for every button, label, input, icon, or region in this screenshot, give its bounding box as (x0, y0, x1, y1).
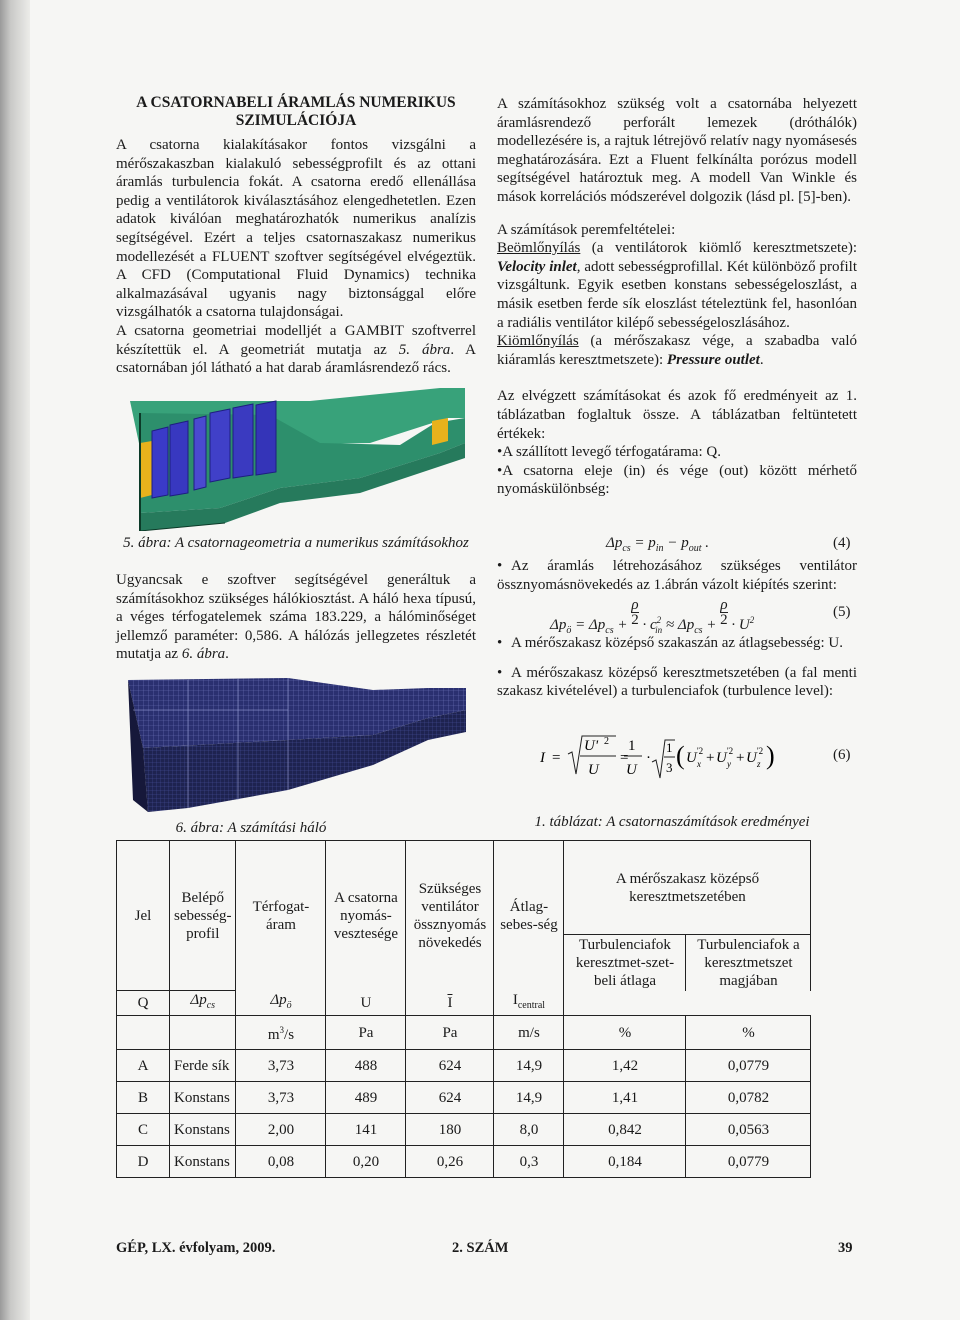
svg-text:U: U (686, 750, 697, 766)
header-jel: Jel (117, 841, 170, 991)
text: A mérőszakasz középső keresztmetszetében (a fal menti szakasz kivételével) a turbulenciafok (turbulence level): (497, 664, 857, 700)
text: Δp (270, 991, 287, 1008)
figure-6-caption: 6. ábra: A számítási háló (175, 820, 327, 836)
inlet-label: Beömlőnyílás (497, 240, 581, 257)
svg-text:U': U' (584, 738, 599, 754)
table-cell: 0,0782 (686, 1082, 811, 1114)
svg-text:U: U (746, 750, 757, 766)
text: A csatorna geometriai modelljét a GAMBIT szoftverrel készítettük el. A geometriát mutatja az (116, 322, 476, 358)
svg-text:): ) (766, 741, 775, 770)
table-cell: 1,42 (564, 1050, 686, 1082)
paragraph-porous: A számításokhoz szükség volt a csatornába helyezett áramlásrendező perforált lemezek (dróthálók) modellezésére is, a rajtuk létrejövő relatív nagy nyomásesés meghatározására. Ezt a Fluent felkínálta porózus modell segítségével határoztuk meg. A modell Van Winkle és mások korrelációs módszerével dolgozik (lásd pl. [5]-ben). (497, 96, 857, 205)
symbol-q: Q (117, 991, 170, 1016)
svg-text:U: U (588, 762, 599, 778)
svg-text:'2: '2 (727, 746, 734, 756)
table-1-caption: 1. táblázat: A csatornaszámítások eredményei (534, 814, 810, 830)
table-cell: Konstans (170, 1082, 236, 1114)
text: (a mérőszakasz vége, a szabadba való kiáramlás keresztmetszete): (497, 333, 857, 368)
text: . (759, 351, 764, 368)
equation-6 (538, 732, 808, 782)
bullet-icon: • (497, 635, 503, 651)
flow-screen-4 (233, 404, 253, 478)
paragraph-intro: A csatorna kialakításakor fontos vizsgálni a mérőszakaszban kialakuló sebességprofilt és az ottani áramlás turbulencia fokát. A csatorna eredő ellenállása pedig a ventilátorok kiválasztásához elengedhetetlen. Ezen adatok kiválóan meghatározhatók numerikus analízis segítségével. Ezért a teljes csatornaszakasz numerikus modellezését a FLUENT szoftver segítségével elvégeztük. A CFD (Computational Fluid Dynamics) technika alkalmazásával ugyanis nagy biztonsággal előre vizsgálhatók a csatorna tulajdonságai. (116, 137, 476, 321)
header-pressure-loss: A csatorna nyomás-vesztesége (326, 841, 406, 991)
bullet-icon: • (497, 558, 503, 574)
table-cell: 0,08 (236, 1146, 326, 1178)
bullets-4-5-block (497, 634, 857, 701)
flow-screen-2 (170, 421, 188, 496)
text: I (512, 991, 518, 1008)
paragraph-outlet (497, 332, 857, 369)
svg-text:U: U (626, 762, 637, 778)
symbol-dpcs (170, 991, 236, 1016)
header-flow-rate: Térfogat-áram (236, 841, 326, 991)
flow-screen-6 (194, 416, 206, 490)
footer-journal: GÉP, LX. évfolyam, 2009. (116, 1240, 276, 1256)
paragraph-mesh (116, 571, 476, 664)
table-row (117, 1050, 811, 1082)
svg-text:+: + (736, 750, 745, 766)
table-cell: 141 (326, 1114, 406, 1146)
outlet-label: Kiömlőnyílás (497, 333, 579, 350)
text: /s (284, 1027, 295, 1043)
figure-6-mesh (128, 670, 466, 812)
table-body (117, 1050, 811, 1178)
text: 3 (279, 1025, 285, 1035)
table-cell: 0,184 (564, 1146, 686, 1178)
svg-text:'2: '2 (697, 746, 704, 756)
table-cell: 0,0779 (686, 1146, 811, 1178)
text: A mérőszakasz középső szakaszán az átlagsebesség: U. (511, 635, 843, 651)
table-cell: Konstans (170, 1114, 236, 1146)
text: A szállított levegő térfogatárama: Q. (502, 444, 721, 461)
text: Az áramlás létrehozásához szükséges ventilátor össznyomásnövekedés az 1.ábrán vázolt kiépítés szerint: (497, 558, 857, 593)
svg-text:+: + (706, 750, 715, 766)
svg-text:I: I (540, 750, 545, 766)
text: . (225, 646, 229, 663)
table-cell: 0,842 (564, 1114, 686, 1146)
svg-text:=: = (620, 750, 629, 766)
bullet-3 (497, 557, 857, 594)
equation-5-number: (5) (833, 604, 851, 620)
bullet-1 (497, 443, 857, 462)
table-cell: 3,73 (236, 1082, 326, 1114)
outlet-type: Pressure outlet (666, 351, 760, 368)
table-cell: Ferde sík (170, 1050, 236, 1082)
bullet-5 (497, 664, 857, 701)
svg-text:3: 3 (666, 760, 673, 775)
paragraph-results: Az elvégzett számításokat és azok fő eredményeit az 1. táblázatban foglaltuk össze. A táblázatban feltüntetett értékek: (497, 388, 857, 442)
table-cell: 14,9 (494, 1082, 564, 1114)
unit-pa: Pa (326, 1016, 406, 1050)
left-column (116, 94, 476, 378)
unit-percent: % (564, 1016, 686, 1050)
table-cell: 624 (406, 1082, 494, 1114)
symbol-icentral (494, 991, 564, 1016)
table-cell: 1,41 (564, 1082, 686, 1114)
table-cell: 14,9 (494, 1050, 564, 1082)
text: central (517, 999, 546, 1011)
svg-text:=: = (552, 750, 561, 766)
equation-6-number: (6) (833, 747, 851, 763)
unit-q (236, 1016, 326, 1050)
bullet-icon: • (497, 444, 503, 461)
unit-empty (170, 1016, 236, 1050)
table-cell: B (117, 1082, 170, 1114)
page-number: 39 (838, 1240, 853, 1256)
table-cell: 624 (406, 1050, 494, 1082)
svg-text:U: U (716, 750, 727, 766)
text: A csatorna eleje (in) és vége (out) között mérhető nyomáskülönbség: (497, 462, 857, 498)
header-fan-pressure: Szükséges ventilátor össznyomás növekedés (406, 841, 494, 991)
table-cell: 0,0563 (686, 1114, 811, 1146)
figure-ref: 6. ábra (181, 646, 226, 663)
paragraph-inlet (497, 239, 857, 332)
inlet-type: Velocity inlet (497, 258, 577, 275)
flow-screen-3 (210, 409, 230, 482)
svg-text:1: 1 (666, 740, 673, 755)
equation-5: $\Delta p_ö = \Delta p_{cs}$ + $\frac{\rho}{2}$ · $c^2_{in} \approx \Delta p_{cs}$ + $\frac{\rho}{2}$ · $U^2$ (550, 597, 755, 636)
bullet-icon: • (497, 462, 503, 479)
table-cell: 3,73 (236, 1050, 326, 1082)
unit-pa: Pa (406, 1016, 494, 1050)
table-cell: 0,26 (406, 1146, 494, 1178)
text: cs (206, 1000, 216, 1011)
caption-text: A csatornageometria a numerikus számításokhoz (171, 535, 469, 551)
text: $\overline{I}$ (447, 994, 453, 1011)
header-measuring-section: A mérőszakasz középső keresztmetszetében (564, 841, 811, 935)
table-cell: 0,0779 (686, 1050, 811, 1082)
svg-text:·: · (646, 750, 651, 766)
svg-text:z: z (757, 759, 761, 769)
bullet-icon: • (497, 664, 503, 681)
bullet-2 (497, 462, 857, 499)
symbol-u: U (326, 991, 406, 1016)
svg-text:2: 2 (604, 736, 609, 747)
bullet-4 (497, 634, 857, 653)
table-cell: 8,0 (494, 1114, 564, 1146)
symbol-i (406, 991, 494, 1016)
svg-text:1: 1 (628, 738, 636, 754)
section-title: A CSATORNABELI ÁRAMLÁS NUMERIKUS SZIMULÁCIÓJA (136, 94, 456, 129)
left-paragraph-mesh (116, 571, 476, 664)
unit-empty (117, 1016, 170, 1050)
text: (a ventilátorok kiömlő keresztmetszete): (580, 240, 857, 257)
symbol-dpo (236, 991, 326, 1016)
table-cell: 2,00 (236, 1114, 326, 1146)
header-mean-velocity: Átlag-sebes-ség (494, 841, 564, 991)
table-cell: 489 (326, 1082, 406, 1114)
figure-ref: 5. ábra (398, 341, 451, 358)
svg-text:'2: '2 (757, 746, 764, 756)
table-row (117, 1146, 811, 1178)
text: m (267, 1027, 280, 1043)
unit-percent: % (686, 1016, 811, 1050)
header-turbulence-core: Turbulenciafok a keresztmetszet magjában (686, 935, 811, 991)
header-inlet-profile: Belépő sebesség-profil (170, 841, 236, 991)
table-row (117, 1114, 811, 1146)
figure-5-caption (116, 535, 476, 552)
bullet-3-block (497, 557, 857, 594)
svg-text:x: x (697, 759, 701, 769)
text: Δp (190, 992, 207, 1008)
text: Ugyancsak e szoftver segítségével generáltuk a számításokhoz szükséges hálókiosztást. A háló hexa típusú, a véges térfogatelemek száma 183.229, a hálóminőséget jellemző paraméter: 0,586. A hálózás jellegzetes részletét mutatja az (116, 572, 476, 663)
text: . A csatornában jól látható a hat darab áramlásrendező rács. (116, 341, 477, 377)
table-cell: A (117, 1050, 170, 1082)
page-edge-shadow (0, 0, 30, 1320)
header-turbulence-mean: Turbulenciafok keresztmet-szet-beli átlaga (564, 935, 686, 991)
table-row (117, 1082, 811, 1114)
equation-4-number: (4) (833, 535, 851, 551)
paragraph-gambit (116, 322, 476, 378)
svg-text:y: y (727, 759, 731, 769)
text: ö (286, 999, 292, 1011)
caption-number: 5. ábra: (123, 535, 172, 551)
results-table (116, 840, 811, 1178)
figure-5-geometry (130, 383, 465, 531)
outlet-face (432, 418, 448, 445)
svg-text:(: ( (676, 741, 685, 770)
footer-issue: 2. SZÁM (452, 1240, 509, 1256)
unit-ms: m/s (494, 1016, 564, 1050)
flow-screen-5 (256, 401, 276, 475)
table-cell: 180 (406, 1114, 494, 1146)
table-cell: C (117, 1114, 170, 1146)
text: , adott sebességprofillal. Két különböző profilt vizsgáltunk. Egyik esetben konstans sebességeloszlást, a másik esetben ferde sík eloszlást tételeztünk fel, hasonlóan a radiális ventilátor kilépő sebességeloszlásához. (497, 258, 857, 331)
table-cell: 0,3 (494, 1146, 564, 1178)
table-cell: D (117, 1146, 170, 1178)
right-column (497, 95, 857, 499)
inlet-face (140, 441, 152, 498)
table-cell: 488 (326, 1050, 406, 1082)
flow-screen-1 (152, 427, 168, 498)
equation-4: $\Delta p_{cs} = p_{in} - p_{out}$ . (606, 535, 709, 554)
paragraph-bc-intro: A számítások peremfeltételei: (497, 221, 676, 238)
table-cell: 0,20 (326, 1146, 406, 1178)
table-cell: Konstans (170, 1146, 236, 1178)
